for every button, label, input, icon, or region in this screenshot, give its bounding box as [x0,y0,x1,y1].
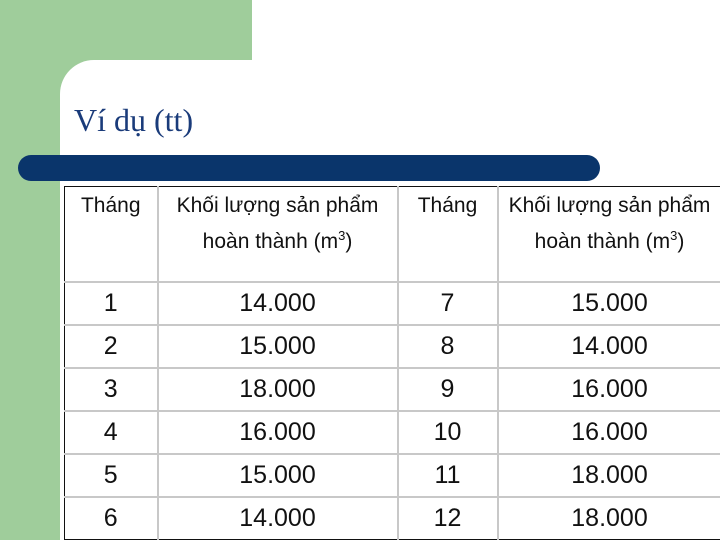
table-row [65,497,720,540]
production-table [64,186,720,540]
cell-month: 4 [65,411,158,454]
cell-month: 10 [398,411,498,454]
cell-month: 7 [398,282,498,325]
cell-month: 5 [65,454,158,497]
header-unit-exponent: 3 [670,228,678,243]
table-header-row [65,187,720,283]
title-underline-bar [18,155,600,181]
header-unit-exponent: 3 [338,228,346,243]
table-row [65,411,720,454]
cell-volume: 14.000 [498,325,720,368]
cell-volume: 18.000 [498,454,720,497]
table-row [65,368,720,411]
cell-month: 3 [65,368,158,411]
cell-month: 6 [65,497,158,540]
cell-month: 12 [398,497,498,540]
table-row [65,282,720,325]
cell-month: 8 [398,325,498,368]
cell-month: 11 [398,454,498,497]
cell-month: 1 [65,282,158,325]
header-unit-close: ) [345,230,353,253]
cell-volume: 15.000 [158,454,398,497]
header-volume-1 [158,187,398,283]
cell-volume: 15.000 [158,325,398,368]
cell-volume: 15.000 [498,282,720,325]
header-month-2: Tháng [398,187,498,283]
header-volume-label: Khối lượng sản phẩm hoàn thành (m [176,194,379,253]
cell-month: 9 [398,368,498,411]
cell-month: 2 [65,325,158,368]
header-volume-label: Khối lượng sản phẩm hoàn thành (m [508,194,711,253]
cell-volume: 14.000 [158,282,398,325]
header-volume-2 [498,187,720,283]
header-month-1: Tháng [65,187,158,283]
table-row [65,454,720,497]
cell-volume: 16.000 [498,368,720,411]
cell-volume: 18.000 [158,368,398,411]
cell-volume: 16.000 [158,411,398,454]
cell-volume: 16.000 [498,411,720,454]
slide-title: Ví dụ (tt) [74,102,194,138]
cell-volume: 18.000 [571,504,648,532]
table-row [65,325,720,368]
cell-volume: 14.000 [158,497,398,540]
header-unit-close: ) [677,230,685,253]
